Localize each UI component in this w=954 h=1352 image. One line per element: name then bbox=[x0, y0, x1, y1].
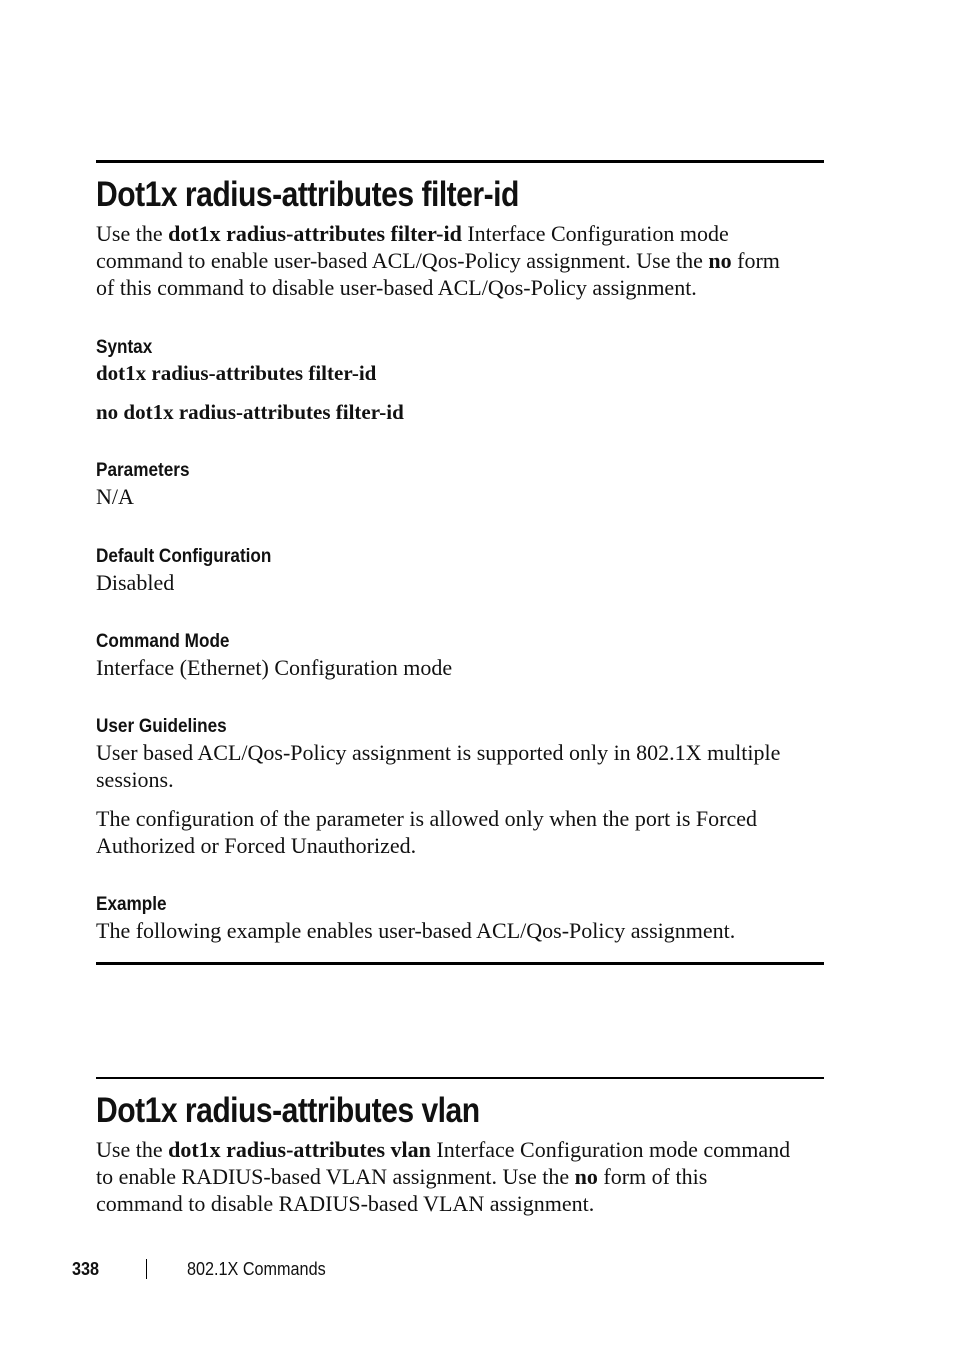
intro-keyword-no: no bbox=[574, 1164, 598, 1189]
intro-text: command to disable RADIUS-based VLAN assignment. bbox=[96, 1191, 595, 1216]
intro-text: Use the bbox=[96, 1137, 169, 1162]
page-number: 338 bbox=[72, 1259, 100, 1279]
footer-separator bbox=[146, 1259, 147, 1279]
intro-text: form bbox=[731, 248, 780, 273]
intro-text: command to enable user-based ACL/Qos-Policy assignment. Use the bbox=[96, 248, 709, 273]
intro-command: dot1x radius-attributes filter-id bbox=[168, 221, 462, 246]
intro-text: Interface Configuration mode bbox=[461, 221, 729, 246]
user-guidelines-paragraph bbox=[96, 805, 836, 859]
chapter-title: 802.1X Commands bbox=[187, 1259, 326, 1279]
user-guidelines-line: Authorized or Forced Unauthorized. bbox=[96, 833, 417, 858]
parameters-heading: Parameters bbox=[96, 459, 190, 481]
section-title: Dot1x radius-attributes filter-id bbox=[96, 175, 519, 214]
intro-text: form of this bbox=[597, 1164, 708, 1189]
user-guidelines-line: The configuration of the parameter is allowed only when the port is Forced bbox=[96, 806, 758, 831]
command-mode-text: Interface (Ethernet) Configuration mode bbox=[96, 655, 453, 680]
intro-keyword-no: no bbox=[708, 248, 732, 273]
intro-text: Use the bbox=[96, 221, 169, 246]
intro-command: dot1x radius-attributes vlan bbox=[168, 1137, 431, 1162]
parameters-text: N/A bbox=[96, 484, 134, 509]
user-guidelines-line: sessions. bbox=[96, 767, 174, 792]
default-configuration-heading: Default Configuration bbox=[96, 545, 272, 567]
command-mode-heading: Command Mode bbox=[96, 630, 230, 652]
syntax-no-command: no dot1x radius-attributes filter-id bbox=[96, 400, 404, 424]
intro-text: to enable RADIUS-based VLAN assignment. Use the bbox=[96, 1164, 575, 1189]
section-title: Dot1x radius-attributes vlan bbox=[96, 1091, 480, 1130]
syntax-command: dot1x radius-attributes filter-id bbox=[96, 361, 377, 385]
user-guidelines-paragraph bbox=[96, 739, 836, 793]
section-top-rule bbox=[96, 1077, 824, 1079]
section-intro bbox=[96, 220, 836, 301]
section-bottom-rule bbox=[96, 962, 824, 965]
intro-text: of this command to disable user-based ACL/Qos-Policy assignment. bbox=[96, 275, 697, 300]
user-guidelines-line: User based ACL/Qos-Policy assignment is supported only in 802.1X multiple bbox=[96, 740, 781, 765]
user-guidelines-heading: User Guidelines bbox=[96, 715, 227, 737]
example-text: The following example enables user-based ACL/Qos-Policy assignment. bbox=[96, 918, 736, 943]
default-configuration-text: Disabled bbox=[96, 570, 175, 595]
intro-text: Interface Configuration mode command bbox=[430, 1137, 791, 1162]
section-intro bbox=[96, 1136, 836, 1217]
example-heading: Example bbox=[96, 893, 167, 915]
syntax-heading: Syntax bbox=[96, 336, 153, 358]
section-top-rule bbox=[96, 160, 824, 163]
